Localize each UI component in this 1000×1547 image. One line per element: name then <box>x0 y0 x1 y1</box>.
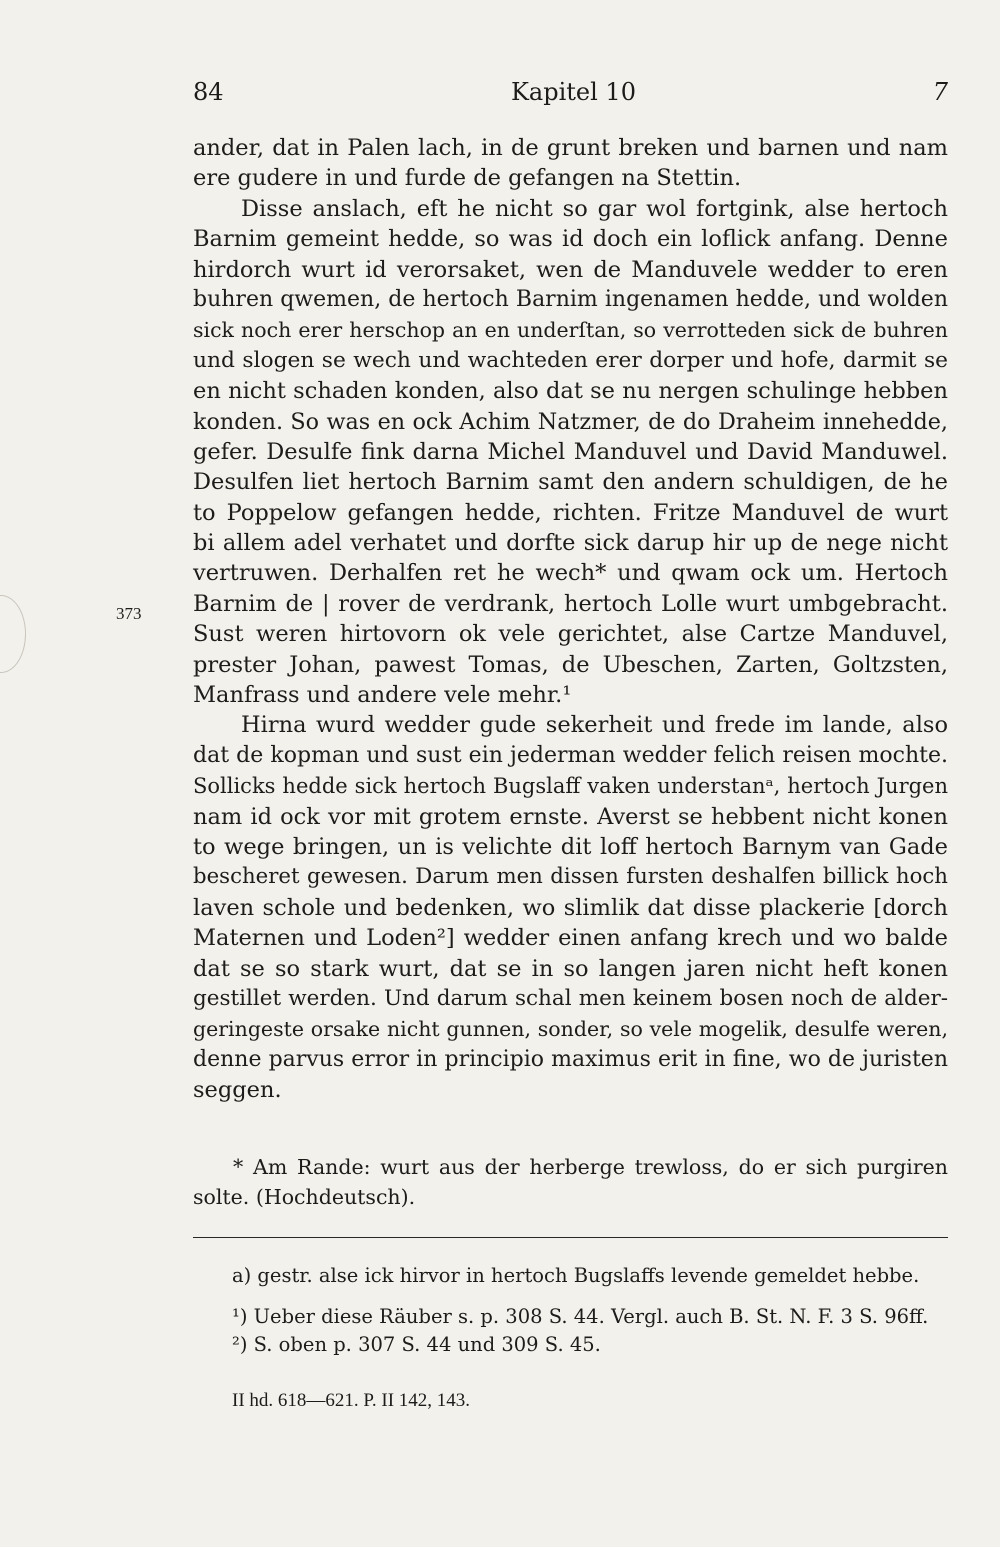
text-line: Manfrass und andere vele mehr.¹ <box>193 682 572 709</box>
text-line: geringeste orsake nicht gunnen, sonder, so vele mogelik, desulfe weren, <box>193 1017 948 1042</box>
text-line: to wege bringen, un is velichte dit loff hertoch Barnym van Gade <box>193 833 948 860</box>
chapter-title: Kapitel 10 <box>511 78 636 106</box>
text-line: bi allem adel verhatet und dorfte sick darup hir up de nege nicht <box>193 530 948 557</box>
text-line: nam id ock vor mit grotem ernste. Averst se hebbent nicht konen <box>193 803 948 830</box>
text-line: gefer. Desulfe fink darna Michel Manduvel und David Manduwel. <box>193 438 948 465</box>
text-line: Sollicks hedde sick hertoch Bugslaff vaken understanᵃ, hertoch Jurgen <box>193 774 948 799</box>
margin-page-reference: 373 <box>116 604 142 623</box>
note-line: * Am Rande: wurt aus der herberge trewloss, do er sich purgiren <box>233 1155 948 1179</box>
footnote-divider <box>193 1237 948 1238</box>
text-line: gestillet werden. Und darum schal men keinem bosen noch de alder- <box>193 985 948 1011</box>
text-line: prester Johan, pawest Tomas, de Ubeschen, Zarten, Goltzsten, <box>193 651 948 678</box>
text-line: to Poppelow gefangen hedde, richten. Fritze Manduvel de wurt <box>193 499 948 526</box>
footnote-1: ¹) Ueber diese Räuber s. p. 308 S. 44. Vergl. auch B. St. N. F. 3 S. 96ff. <box>232 1305 929 1328</box>
text-line: Barnim de | rover de verdrank, hertoch Lolle wurt umbgebracht. <box>193 590 948 617</box>
text-line: dat se so stark wurt, dat se in so langen jaren nicht heft konen <box>193 955 948 982</box>
text-line: konden. So was en ock Achim Natzmer, de do Draheim innehedde, <box>193 408 948 435</box>
source-reference: II hd. 618—621. P. II 142, 143. <box>232 1390 471 1411</box>
text-line: Desulfen liet hertoch Barnim samt den andern schuldigen, de he <box>193 469 948 496</box>
text-line: buhren qwemen, de hertoch Barnim ingenamen hedde, und wolden <box>193 286 948 312</box>
text-line: denne parvus error in principio maximus erit in fine, wo de juristen <box>193 1046 948 1072</box>
text-line: hirdorch wurt id verorsaket, wen de Manduvele wedder to eren <box>193 256 948 283</box>
punch-hole-mark <box>0 595 26 673</box>
footnote-2: ²) S. oben p. 307 S. 44 und 309 S. 45. <box>232 1333 601 1356</box>
text-line: Maternen und Loden²] wedder einen anfang krech und wo balde <box>193 925 948 952</box>
text-line: Disse anslach, eft he nicht so gar wol fortgink, alse hertoch <box>241 195 948 222</box>
margin-annotation-note <box>193 1152 948 1212</box>
text-line: sick noch erer herschop an en underſtan, so verrotteden sick de buhren <box>193 318 948 343</box>
text-line: Sust weren hirtovorn ok vele gerichtet, alse Cartze Manduvel, <box>193 621 948 648</box>
text-line: vertruwen. Derhalfen ret he wech* und qwam ock um. Hertoch <box>193 560 948 587</box>
text-line: seggen. <box>193 1077 282 1104</box>
main-text <box>193 133 948 1106</box>
text-line: en nicht schaden konden, also dat se nu nergen schulinge hebben <box>193 378 948 405</box>
text-line: ere gudere in und furde de gefangen na Stettin. <box>193 165 742 192</box>
text-line: Hirna wurd wedder gude sekerheit und frede im lande, also <box>241 712 948 739</box>
text-line: dat de kopman und sust ein jederman wedder felich reisen mochte. <box>193 742 948 768</box>
page-number: 84 <box>193 78 224 106</box>
text-line: laven schole und bedenken, wo slimlik dat disse plackerie [dorch <box>193 894 948 921</box>
text-line: bescheret gewesen. Darum men dissen fursten deshalfen billick hoch <box>193 864 948 890</box>
footnote-a: a) gestr. alse ick hirvor in hertoch Bugslaffs levende gemeldet hebbe. <box>232 1264 920 1287</box>
text-line: ander, dat in Palen lach, in de grunt breken und barnen und nam <box>193 135 948 161</box>
running-header <box>193 78 948 114</box>
note-line: solte. (Hochdeutsch). <box>193 1185 416 1209</box>
signature-mark: 7 <box>932 78 948 106</box>
text-line: Barnim gemeint hedde, so was id doch ein loflick anfang. Denne <box>193 226 948 253</box>
text-line: und slogen se wech und wachteden erer dorper und hofe, darmit se <box>193 347 948 373</box>
